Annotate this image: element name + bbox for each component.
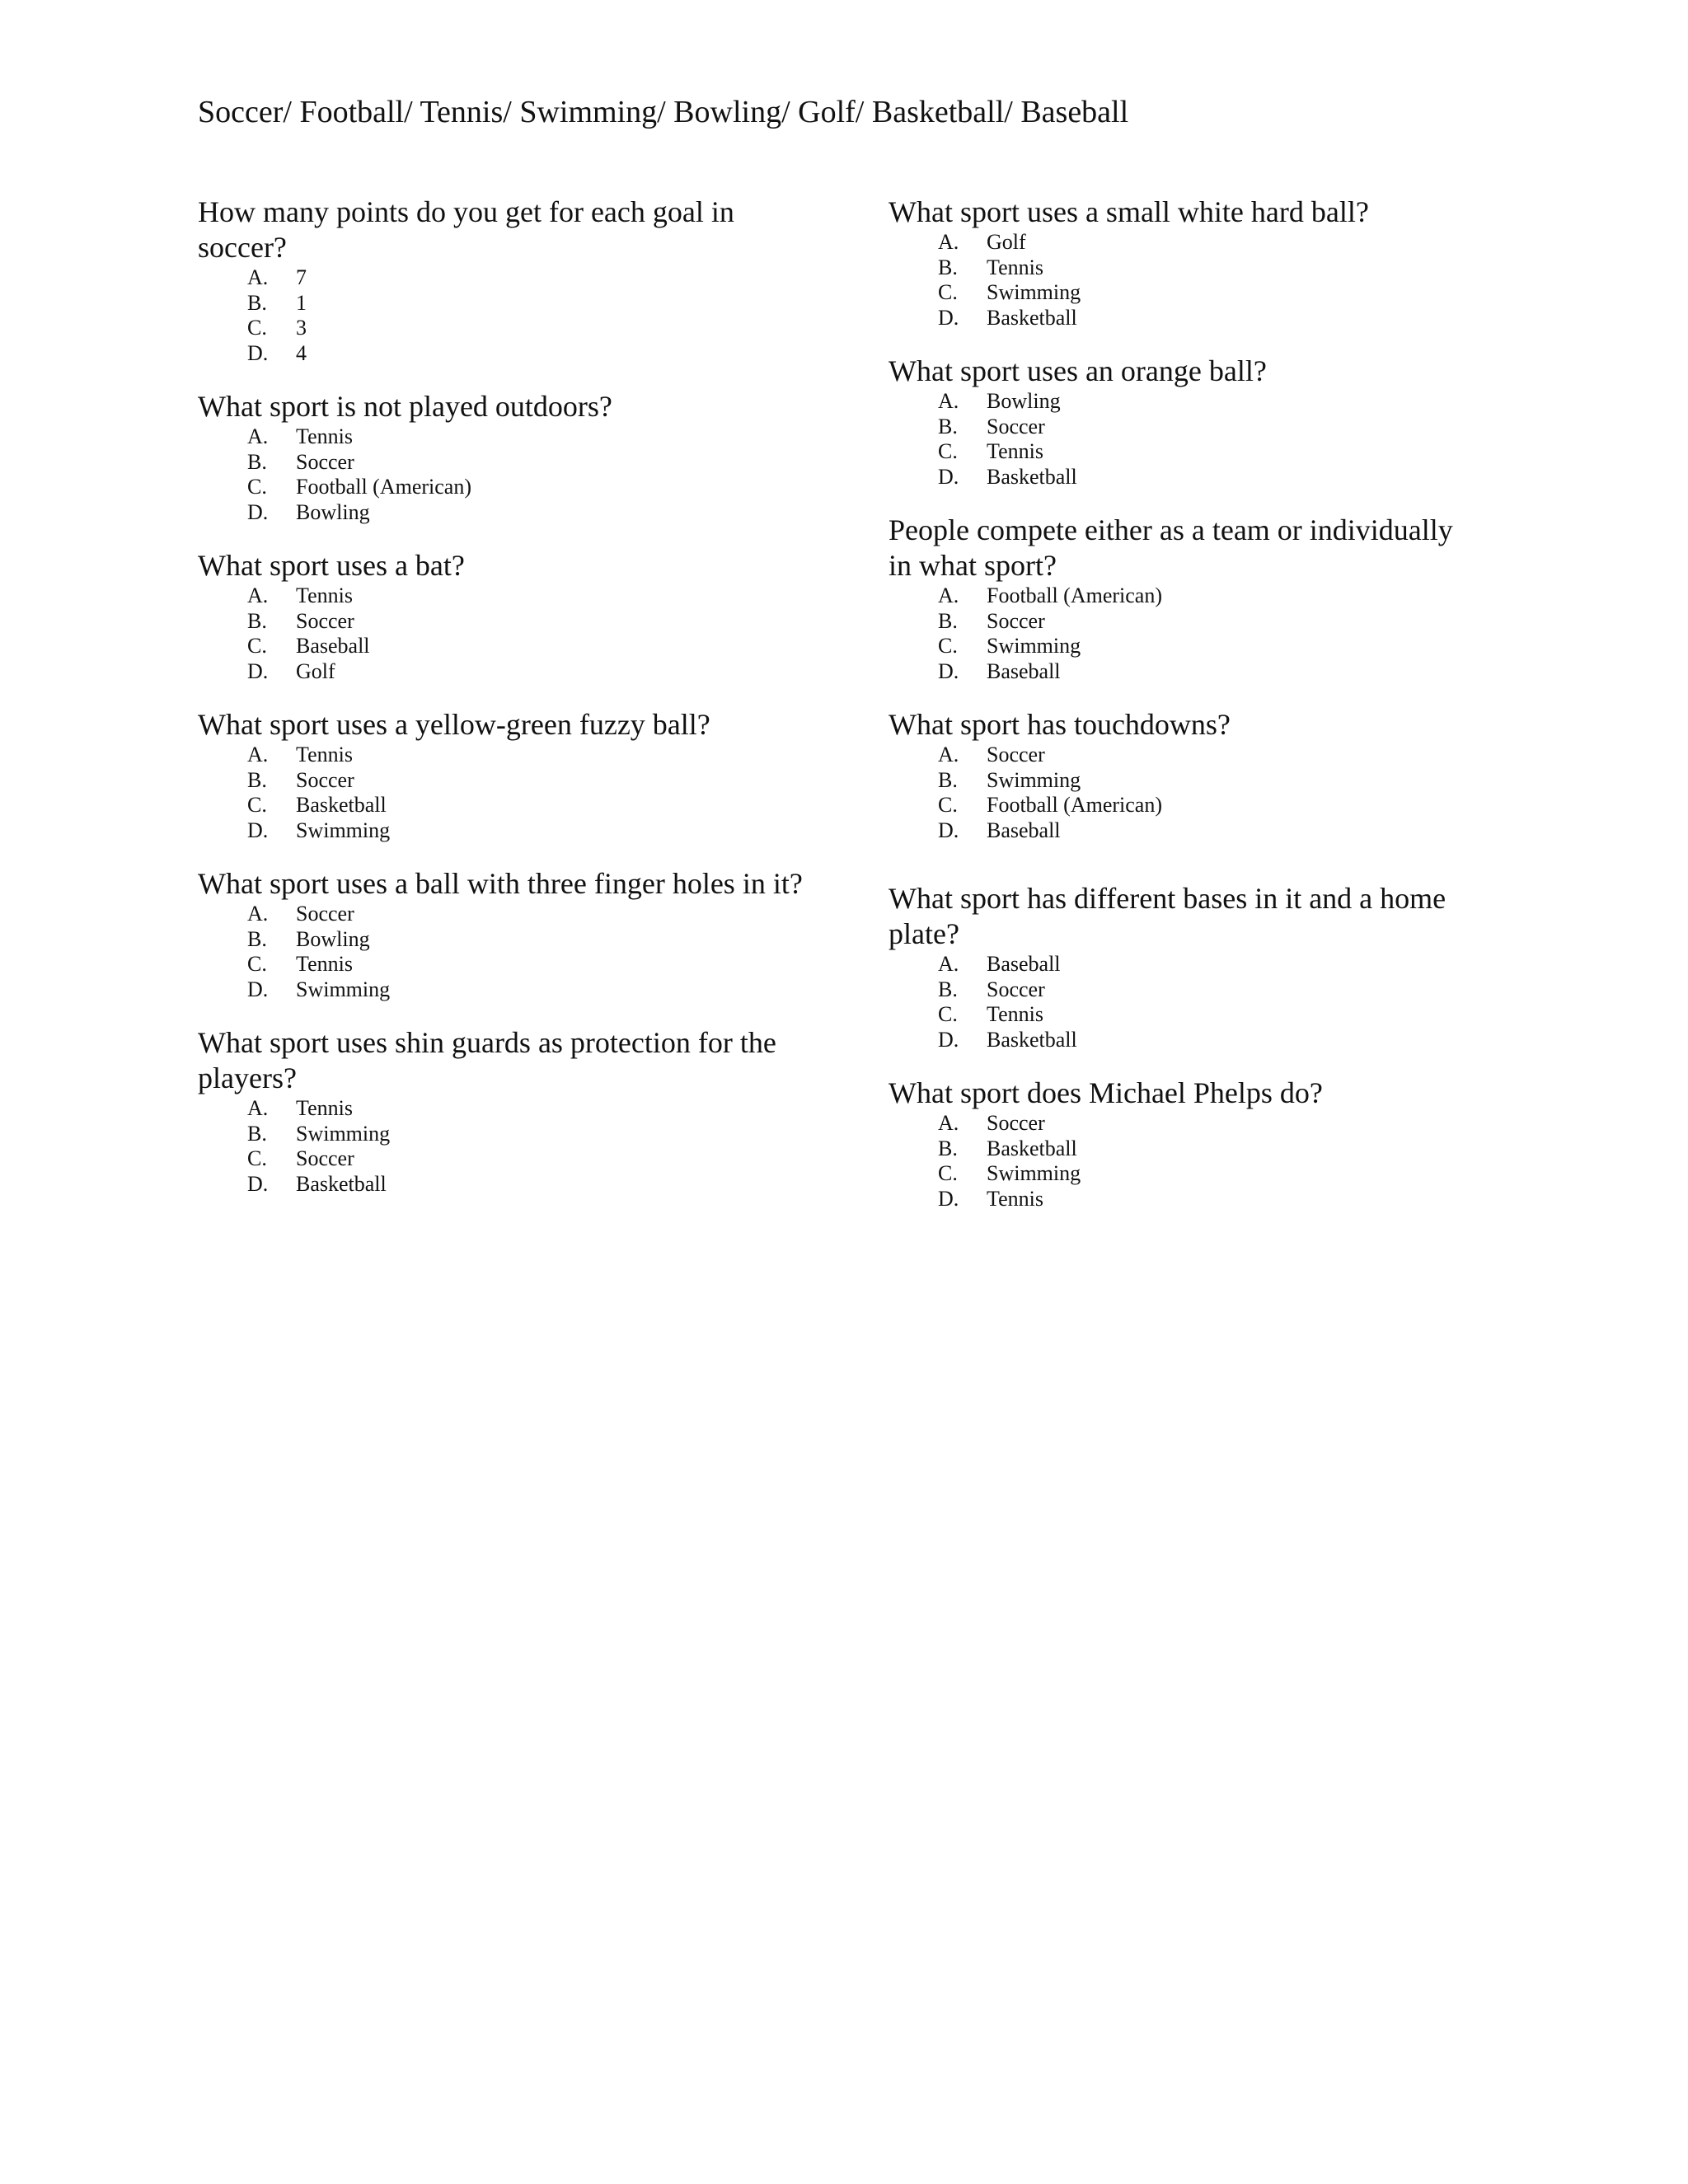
- option-letter: B.: [247, 608, 267, 633]
- option-b: [938, 255, 1482, 281]
- option-a: [247, 743, 808, 768]
- option-a: [247, 1096, 808, 1122]
- option-d: [938, 306, 1482, 331]
- question-2: [198, 389, 808, 525]
- option-letter: C.: [247, 634, 267, 658]
- option-letter: D.: [938, 1186, 959, 1211]
- option-b: [247, 768, 808, 794]
- option-text: 1: [296, 290, 307, 315]
- option-text: Swimming: [296, 977, 391, 1001]
- option-c: [247, 952, 808, 977]
- option-list: [889, 743, 1482, 843]
- option-text: Basketball: [987, 1027, 1077, 1052]
- option-d: [938, 1187, 1482, 1212]
- option-a: [247, 424, 808, 450]
- option-letter: A.: [938, 1111, 959, 1135]
- option-letter: B.: [938, 608, 958, 633]
- option-b: [247, 450, 808, 476]
- option-letter: D.: [247, 340, 269, 365]
- option-text: 4: [296, 340, 307, 365]
- question-text: What sport uses an orange ball?: [889, 354, 1267, 387]
- option-text: Soccer: [296, 1146, 354, 1170]
- option-b: [938, 1137, 1482, 1162]
- option-text: Football (American): [987, 583, 1162, 607]
- option-letter: A.: [938, 389, 959, 413]
- option-letter: C.: [938, 634, 958, 658]
- option-b: [938, 977, 1482, 1003]
- question-text: What sport is not played outdoors?: [198, 390, 612, 423]
- option-a: [938, 230, 1482, 255]
- option-letter: C.: [247, 952, 267, 976]
- option-text: Football (American): [987, 793, 1162, 817]
- question-1: [198, 194, 808, 366]
- page-title: Soccer/ Football/ Tennis/ Swimming/ Bowling/ Golf/ Basketball/ Baseball: [198, 95, 1129, 129]
- option-letter: B.: [247, 449, 267, 474]
- option-c: [247, 475, 808, 500]
- question-text: What sport has touchdowns?: [889, 708, 1231, 741]
- option-b: [938, 609, 1482, 635]
- option-list: [198, 743, 808, 843]
- option-text: Soccer: [296, 449, 354, 474]
- question-text: What sport uses a bat?: [198, 549, 465, 582]
- question-text: People compete either as a team or individually in what sport?: [889, 513, 1453, 582]
- option-letter: D.: [247, 818, 269, 842]
- option-letter: A.: [938, 230, 959, 254]
- option-text: Tennis: [987, 1186, 1043, 1211]
- option-a: [938, 743, 1482, 768]
- option-text: Football (American): [296, 475, 471, 499]
- option-c: [938, 634, 1482, 659]
- option-text: Tennis: [296, 1096, 353, 1120]
- option-d: [247, 977, 808, 1003]
- option-letter: C.: [247, 316, 267, 340]
- option-letter: C.: [247, 1146, 267, 1170]
- option-text: Swimming: [296, 1121, 391, 1146]
- option-text: Baseball: [987, 658, 1061, 683]
- option-c: [938, 280, 1482, 306]
- option-c: [247, 634, 808, 659]
- option-b: [938, 768, 1482, 794]
- option-text: Soccer: [987, 608, 1045, 633]
- option-letter: B.: [938, 767, 958, 792]
- option-list: [198, 902, 808, 1002]
- option-d: [938, 818, 1482, 844]
- option-letter: C.: [247, 475, 267, 499]
- option-letter: D.: [938, 1027, 959, 1052]
- question-text: What sport has different bases in it and a home plate?: [889, 882, 1447, 950]
- question-10: [889, 707, 1482, 843]
- option-text: Basketball: [296, 1171, 387, 1196]
- option-a: [247, 902, 808, 927]
- option-text: Bowling: [296, 926, 370, 951]
- option-d: [247, 500, 808, 526]
- option-c: [247, 793, 808, 818]
- question-9: [889, 513, 1482, 684]
- option-a: [938, 952, 1482, 977]
- option-text: Tennis: [987, 439, 1043, 463]
- option-text: Baseball: [987, 818, 1061, 842]
- question-12: [889, 1076, 1482, 1212]
- option-letter: A.: [247, 1096, 269, 1120]
- option-list: [889, 583, 1482, 684]
- option-list: [198, 583, 808, 684]
- option-letter: A.: [247, 265, 269, 289]
- option-a: [247, 265, 808, 291]
- question-7: [889, 194, 1482, 330]
- option-list: [198, 265, 808, 366]
- option-a: [938, 1111, 1482, 1137]
- option-text: Soccer: [987, 1111, 1045, 1135]
- option-d: [247, 341, 808, 367]
- option-letter: C.: [247, 793, 267, 817]
- option-text: Basketball: [987, 305, 1077, 330]
- option-text: Swimming: [296, 818, 391, 842]
- option-text: Baseball: [987, 952, 1061, 976]
- right-column: [889, 194, 1482, 1235]
- option-text: Golf: [987, 230, 1026, 254]
- option-a: [938, 389, 1482, 415]
- option-letter: C.: [938, 280, 958, 304]
- option-text: Basketball: [296, 793, 387, 817]
- option-letter: A.: [938, 583, 959, 607]
- option-text: Baseball: [296, 634, 370, 658]
- option-text: Tennis: [296, 583, 353, 607]
- option-letter: D.: [247, 1171, 269, 1196]
- option-d: [938, 465, 1482, 490]
- option-text: Swimming: [987, 1161, 1081, 1185]
- option-text: Soccer: [296, 902, 354, 926]
- option-text: Soccer: [296, 608, 354, 633]
- question-6: [198, 1025, 808, 1197]
- option-letter: B.: [247, 290, 267, 315]
- question-text: What sport does Michael Phelps do?: [889, 1076, 1323, 1109]
- option-c: [938, 1002, 1482, 1028]
- option-letter: B.: [247, 767, 267, 792]
- option-d: [938, 1028, 1482, 1053]
- option-text: Tennis: [987, 1002, 1043, 1026]
- option-letter: D.: [247, 658, 269, 683]
- option-d: [247, 818, 808, 844]
- option-letter: B.: [938, 977, 958, 1001]
- option-letter: A.: [247, 902, 269, 926]
- option-list: [198, 1096, 808, 1197]
- option-letter: A.: [247, 583, 269, 607]
- left-column: [198, 194, 808, 1220]
- option-letter: D.: [938, 818, 959, 842]
- question-text: How many points do you get for each goal in soccer?: [198, 195, 734, 264]
- option-text: Swimming: [987, 280, 1081, 304]
- option-text: Soccer: [987, 743, 1045, 766]
- option-letter: B.: [938, 1136, 958, 1160]
- option-text: Bowling: [296, 499, 370, 524]
- option-list: [889, 1111, 1482, 1212]
- option-b: [247, 927, 808, 953]
- option-text: Swimming: [987, 767, 1081, 792]
- question-text: What sport uses a ball with three finger holes in it?: [198, 867, 803, 900]
- option-a: [247, 583, 808, 609]
- question-8: [889, 354, 1482, 490]
- option-letter: D.: [938, 305, 959, 330]
- option-text: Soccer: [296, 767, 354, 792]
- option-text: Bowling: [987, 389, 1061, 413]
- option-letter: B.: [247, 1121, 267, 1146]
- option-letter: C.: [938, 793, 958, 817]
- option-b: [247, 291, 808, 316]
- option-text: Soccer: [987, 977, 1045, 1001]
- option-d: [247, 1172, 808, 1197]
- option-letter: D.: [938, 658, 959, 683]
- option-text: Tennis: [987, 255, 1043, 279]
- option-letter: D.: [247, 499, 269, 524]
- option-list: [889, 389, 1482, 490]
- option-text: Golf: [296, 658, 335, 683]
- option-letter: A.: [247, 424, 269, 448]
- question-text: What sport uses shin guards as protection for the players?: [198, 1026, 776, 1094]
- question-3: [198, 548, 808, 684]
- option-b: [938, 415, 1482, 440]
- option-text: Swimming: [987, 634, 1081, 658]
- option-letter: D.: [247, 977, 269, 1001]
- option-letter: B.: [938, 414, 958, 438]
- option-text: Soccer: [987, 414, 1045, 438]
- option-letter: C.: [938, 1002, 958, 1026]
- option-b: [247, 1122, 808, 1147]
- option-c: [938, 439, 1482, 465]
- option-a: [938, 583, 1482, 609]
- option-text: Tennis: [296, 424, 353, 448]
- option-text: Basketball: [987, 1136, 1077, 1160]
- question-5: [198, 866, 808, 1002]
- option-list: [198, 424, 808, 525]
- option-c: [247, 1146, 808, 1172]
- option-c: [247, 316, 808, 341]
- option-letter: B.: [247, 926, 267, 951]
- question-11: [889, 881, 1482, 1052]
- option-text: Tennis: [296, 952, 353, 976]
- option-text: Basketball: [987, 464, 1077, 489]
- option-letter: A.: [247, 743, 269, 766]
- option-c: [938, 793, 1482, 818]
- option-c: [938, 1161, 1482, 1187]
- option-letter: A.: [938, 952, 959, 976]
- question-text: What sport uses a yellow-green fuzzy ball?: [198, 708, 710, 741]
- option-letter: C.: [938, 1161, 958, 1185]
- option-b: [247, 609, 808, 635]
- option-letter: A.: [938, 743, 959, 766]
- option-list: [889, 952, 1482, 1052]
- option-letter: D.: [938, 464, 959, 489]
- question-text: What sport uses a small white hard ball?: [889, 195, 1369, 228]
- option-d: [247, 659, 808, 685]
- option-text: 7: [296, 265, 307, 289]
- option-d: [938, 659, 1482, 685]
- option-list: [889, 230, 1482, 330]
- option-text: 3: [296, 316, 307, 340]
- option-letter: C.: [938, 439, 958, 463]
- option-letter: B.: [938, 255, 958, 279]
- option-text: Tennis: [296, 743, 353, 766]
- question-4: [198, 707, 808, 843]
